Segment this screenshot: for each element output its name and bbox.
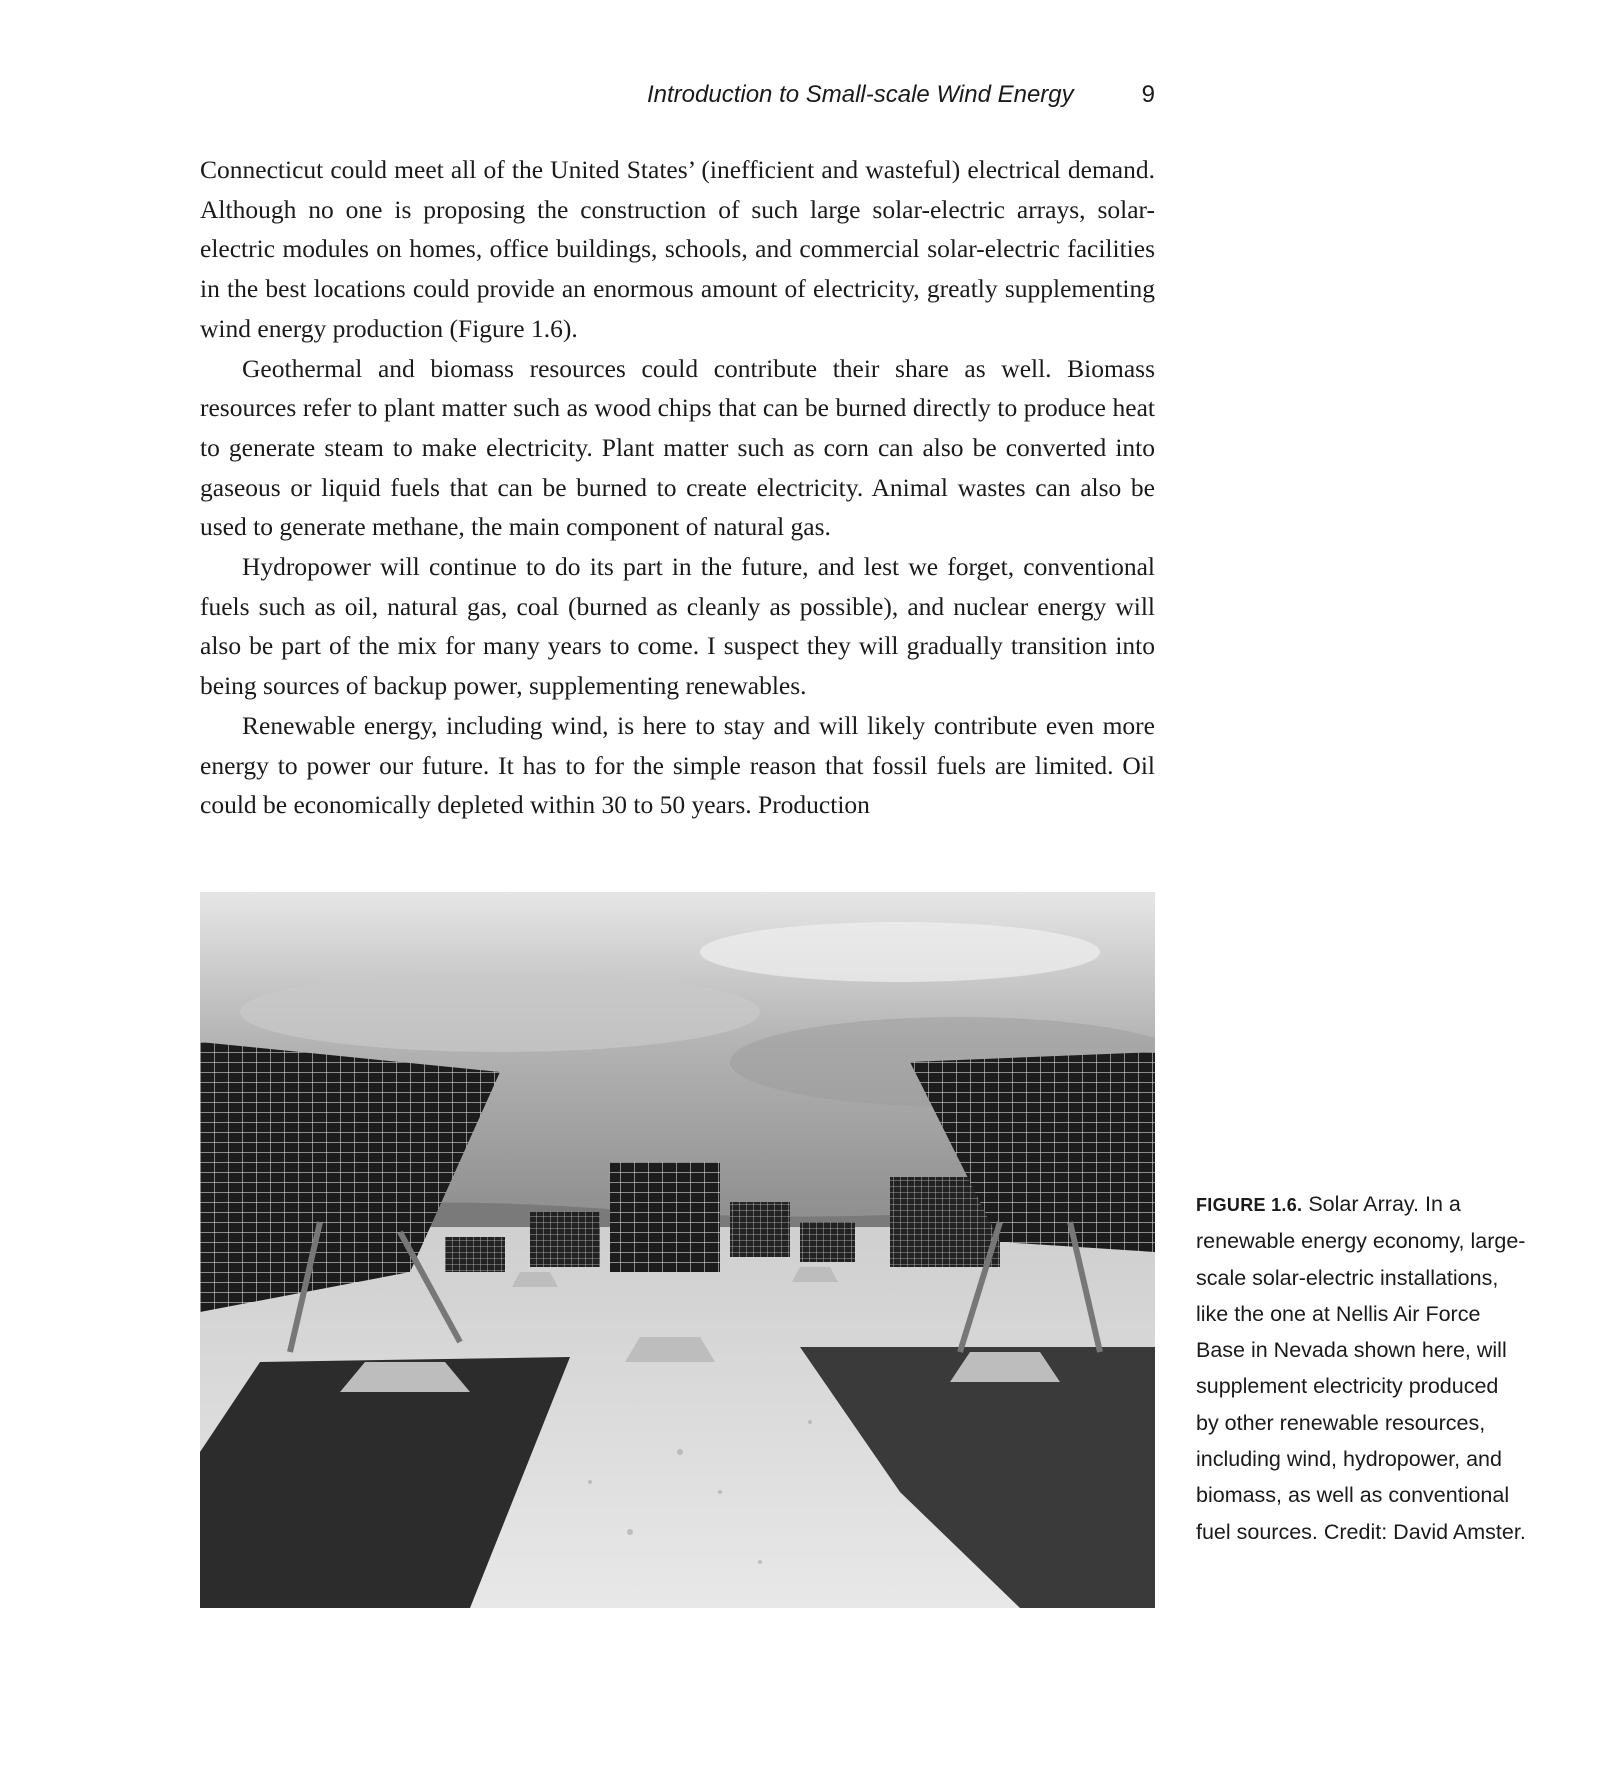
figure-label: FIGURE 1.6.: [1196, 1195, 1303, 1215]
paragraph: Renewable energy, including wind, is here to stay and will likely contribute even more energy to power our future. It has to for the simple reason that fossil fuels are limited. Oil could be economically depleted within 30 to 50 years. Production: [200, 710, 1155, 820]
running-header-title: Introduction to Small-scale Wind Energy: [646, 81, 1074, 108]
paragraph: Connecticut could meet all of the United States’ (inefficient and wasteful) electrical demand. Although no one is proposing the construction of such large solar-electric arrays, solar-electric modules on homes, office buildings, schools, and commercial solar-electric facilities in the best locations could provide an enormous amount of electricity, greatly supplementing wind energy production (Figure 1.6).: [200, 155, 1155, 343]
solar-array-photo: [200, 892, 1155, 1608]
figure-caption-text: Solar Array. In a renewable energy economy, large-scale solar-electric installations, like the one at Nellis Air Force Base in Nevada shown here, will supplement electricity produced by other renewable resources, including wind, hydropower, and biomass, as well as conventional fuel sources. Credit: David Amster.: [1196, 1192, 1526, 1544]
running-header: [200, 80, 1155, 110]
paragraph: Geothermal and biomass resources could contribute their share as well. Biomass resources refer to plant matter such as wood chips that can be burned directly to produce heat to generate steam to make electricity. Plant matter such as corn can also be converted into gaseous or liquid fuels that can be burned to create electricity. Animal wastes can also be used to generate methane, the main component of natural gas.: [200, 353, 1155, 542]
figure-caption: [1196, 1186, 1526, 1550]
page-number: 9: [1141, 81, 1155, 108]
body-text: [200, 150, 1155, 825]
paragraph: Hydropower will continue to do its part in the future, and lest we forget, conventional fuels such as oil, natural gas, coal (burned as cleanly as possible), and nuclear energy will also be part of the mix for many years to come. I suspect they will gradually transition into being sources of backup power, supplementing renewables.: [200, 552, 1155, 701]
